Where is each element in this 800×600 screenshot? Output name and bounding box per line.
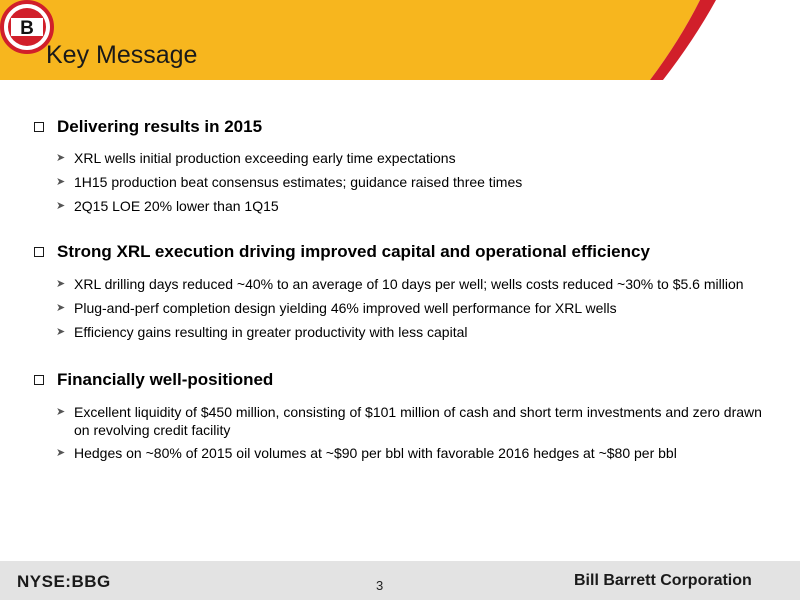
header-band xyxy=(0,0,800,80)
section-heading-text: Financially well-positioned xyxy=(57,370,274,389)
list-item xyxy=(56,197,776,215)
list-item xyxy=(56,173,776,191)
stock-ticker: NYSE:BBG xyxy=(17,572,111,591)
list-item xyxy=(56,444,776,462)
list-item-text: Plug-and-perf completion design yielding 46% improved well performance for XRL wells xyxy=(74,300,617,316)
page-number: 3 xyxy=(376,578,384,593)
square-bullet-icon xyxy=(34,375,44,385)
section-heading xyxy=(34,117,262,137)
list-item xyxy=(56,323,776,341)
list-item xyxy=(56,149,776,167)
arrow-bullet-icon: ➤ xyxy=(56,406,66,418)
list-item xyxy=(56,403,776,439)
company-name: Bill Barrett Corporation xyxy=(574,572,752,589)
square-bullet-icon xyxy=(34,122,44,132)
list-item-text: 1H15 production beat consensus estimates; guidance raised three times xyxy=(74,174,523,190)
section-heading-text: Strong XRL execution driving improved capital and operational efficiency xyxy=(57,242,650,261)
arrow-bullet-icon: ➤ xyxy=(56,152,66,164)
square-bullet-icon xyxy=(34,247,44,257)
arrow-bullet-icon: ➤ xyxy=(56,302,66,314)
list-item xyxy=(56,275,776,293)
arrow-bullet-icon: ➤ xyxy=(56,200,66,212)
list-item-text: Hedges on ~80% of 2015 oil volumes at ~$90 per bbl with favorable 2016 hedges at ~$80 per bbl xyxy=(74,445,677,461)
list-item-text: Excellent liquidity of $450 million, consisting of $101 million of cash and short term investments and zero drawn on revolving credit facility xyxy=(74,404,762,438)
section-heading xyxy=(34,370,273,390)
logo-letter: B xyxy=(20,18,34,39)
page-title: Key Message xyxy=(46,41,198,69)
list-item-text: XRL drilling days reduced ~40% to an average of 10 days per well; wells costs reduced ~30% to $5.6 million xyxy=(74,276,744,292)
list-item-text: 2Q15 LOE 20% lower than 1Q15 xyxy=(74,198,279,214)
section-heading xyxy=(34,242,650,262)
arrow-bullet-icon: ➤ xyxy=(56,326,66,338)
arrow-bullet-icon: ➤ xyxy=(56,447,66,459)
list-item-text: XRL wells initial production exceeding early time expectations xyxy=(74,150,456,166)
company-logo-icon xyxy=(0,0,54,54)
section-heading-text: Delivering results in 2015 xyxy=(57,117,263,136)
arrow-bullet-icon: ➤ xyxy=(56,278,66,290)
list-item-text: Efficiency gains resulting in greater productivity with less capital xyxy=(74,324,468,340)
list-item xyxy=(56,299,776,317)
arrow-bullet-icon: ➤ xyxy=(56,176,66,188)
